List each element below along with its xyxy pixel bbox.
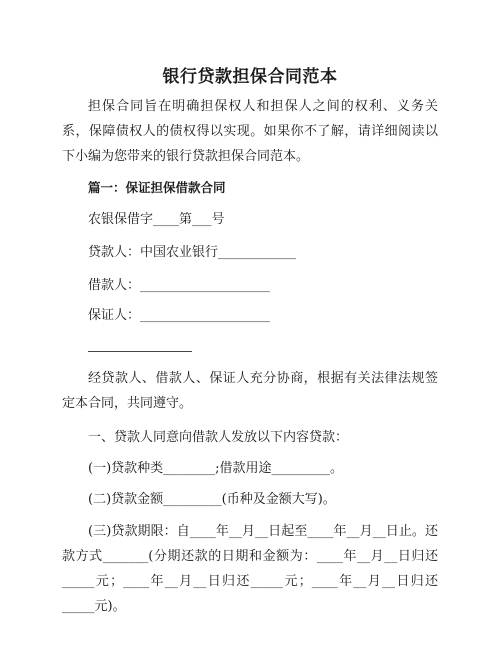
contract-number-line: 农银保借字____第___号 xyxy=(88,212,225,227)
lender-line: 贷款人：中国农业银行____________ xyxy=(88,245,297,260)
item-1-line: (一)贷款种类________;借款用途_________。 xyxy=(88,461,344,476)
clause-1-line: 一、贷款人同意向借款人发放以下内容贷款： xyxy=(88,430,349,445)
intro-paragraph: 担保合同旨在明确担保权人和担保人之间的权利、义务关系，保障债权人的债权得以实现。如果你不了解，请详细阅读以下小编为您带来的银行贷款担保合同范本。 xyxy=(62,99,438,164)
item-3-paragraph: (三)贷款期限：自____年__月__日起至____年__月__日止。还款方式_______(分期还款的日期和金额为：____年__月__日归还_____元；____年__月__日归还_____元；____年__月__日归还_____元)。 xyxy=(62,524,438,614)
agreement-paragraph: 经贷款人、借款人、保证人充分协商，根据有关法律法规签定本合同，共同遵守。 xyxy=(62,371,438,411)
document-title: 银行贷款担保合同范本 xyxy=(162,67,338,87)
borrower-line: 借款人：____________________ xyxy=(88,278,271,293)
separator-rule xyxy=(88,351,192,352)
guarantor-line: 保证人：____________________ xyxy=(88,308,271,323)
section-heading: 篇一：保证担保借款合同 xyxy=(88,180,226,195)
item-2-line: (二)贷款金额_________(币种及金额大写)。 xyxy=(88,492,336,507)
